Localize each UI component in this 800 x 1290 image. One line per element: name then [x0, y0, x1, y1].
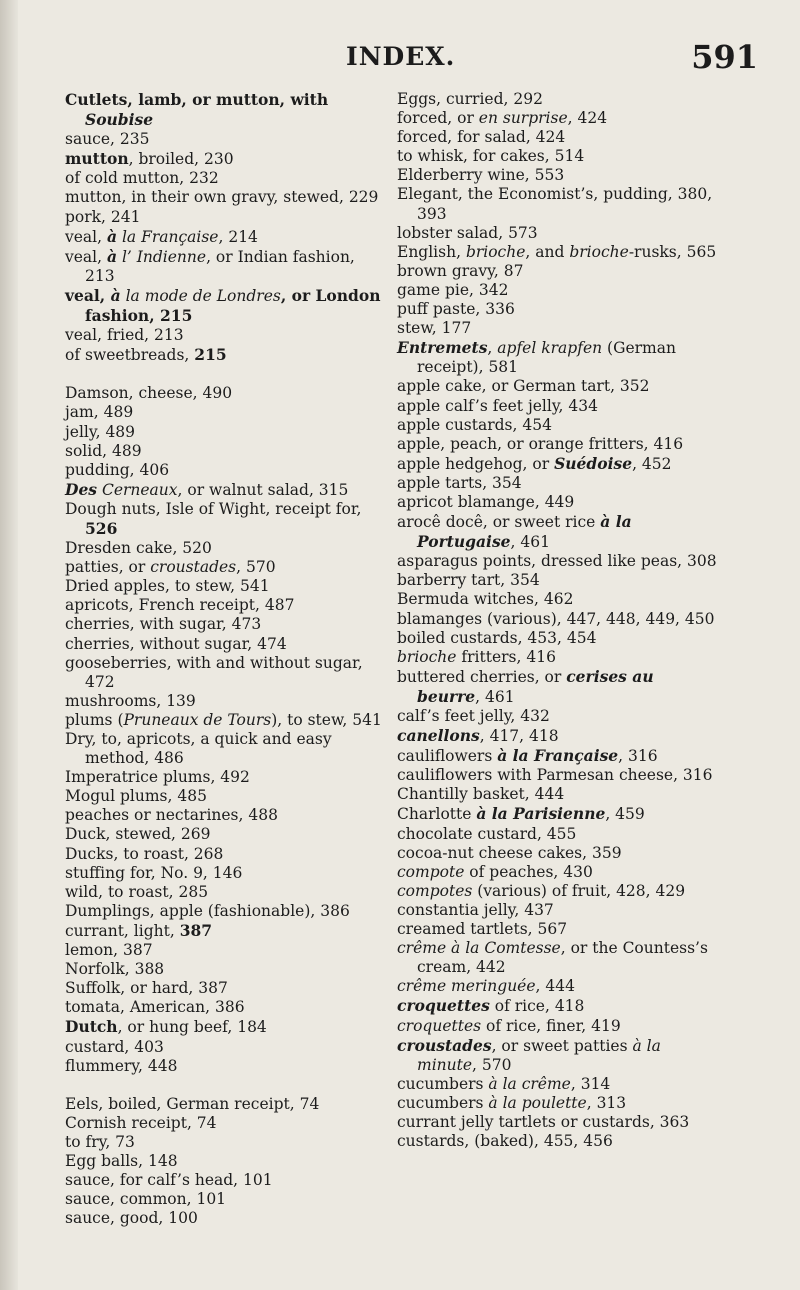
index-entry — [65, 1152, 383, 1171]
index-entry-text: 387 — [179, 920, 213, 940]
index-entry — [65, 825, 383, 844]
index-entry-text: , or walnut salad, 315 — [177, 480, 349, 499]
index-entry — [65, 711, 383, 730]
index-entry-text: , or Indian fashion, 213 — [85, 247, 355, 285]
index-entry — [397, 512, 722, 552]
index-entry-text: Dry, to, apricots, a quick and easy method, 486 — [65, 730, 332, 768]
index-entry-text: arocê docê, or sweet rice — [397, 513, 601, 532]
index-entry-text: Egg balls, 148 — [65, 1151, 178, 1170]
index-entry-text: puff paste, 336 — [397, 300, 515, 319]
index-entry — [397, 319, 722, 338]
index-entry-text: to fry, 73 — [65, 1132, 135, 1151]
index-entry — [397, 996, 722, 1016]
index-entry — [65, 1171, 383, 1190]
index-entry — [65, 941, 383, 960]
index-entry-text: à — [110, 285, 121, 305]
index-entry-text: brioche — [465, 242, 526, 261]
index-entry — [397, 1094, 722, 1113]
index-entry-text: veal, — [65, 247, 107, 266]
index-entry-text: apple cake, or German tart, 352 — [397, 377, 650, 396]
index-entry-text: , 316 — [618, 747, 658, 766]
index-entry-text: stuffing for, No. 9, 146 — [65, 863, 243, 882]
index-entry — [397, 243, 722, 262]
index-entry-text: , — [487, 339, 498, 358]
index-entry-text: Pruneaux de Tours — [123, 710, 272, 729]
index-entry-text: crême meringuée — [397, 977, 536, 996]
index-entry-text: wild, to roast, 285 — [65, 882, 209, 901]
index-entry-text: brioche — [397, 647, 457, 666]
index-entry-text: Dough nuts, Isle of Wight, receipt for, — [65, 499, 362, 518]
index-entry-text: cherries, with sugar, 473 — [65, 615, 262, 634]
index-entry-text: boiled custards, 453, 454 — [397, 628, 597, 647]
index-entry — [397, 882, 722, 901]
index-entry — [397, 416, 722, 435]
index-entry — [65, 730, 383, 768]
index-entry-text: la mode de Londres — [120, 286, 281, 305]
index-entry-text: canellons — [397, 726, 480, 746]
index-entry-text: l’ Indienne — [117, 247, 207, 266]
index-entry-text: cucumbers — [397, 1093, 489, 1112]
index-entry — [397, 804, 722, 824]
index-entry — [65, 692, 383, 711]
index-entry-text: à la crême — [488, 1074, 571, 1093]
index-entry-text: Duck, stewed, 269 — [65, 825, 211, 844]
index-entry-text: , or hung beef, 184 — [117, 1018, 267, 1037]
index-entry — [397, 785, 722, 804]
index-entry-text: Charlotte — [397, 805, 477, 824]
index-entry-text: blamanges (various), 447, 448, 449, 450 — [397, 609, 715, 628]
index-entry — [397, 610, 722, 629]
index-entry-text: jam, 489 — [65, 403, 134, 422]
index-entry-text: mutton — [65, 149, 129, 169]
index-entry-text: veal, — [65, 227, 107, 246]
index-entry-text: sauce, 235 — [65, 130, 150, 149]
index-entry — [65, 1038, 383, 1057]
index-entry-text: , 452 — [632, 454, 672, 473]
index-entry — [65, 845, 383, 864]
index-entry-text: of cold mutton, 232 — [65, 169, 219, 188]
index-entry-text: cerises au beurre — [417, 666, 654, 706]
index-entry — [65, 558, 383, 577]
index-entry — [397, 1113, 722, 1132]
index-entry-text: croquettes — [397, 1016, 482, 1035]
index-entry-text: croustades — [150, 558, 237, 577]
index-entry — [65, 188, 383, 207]
index-entry-text: forced, for salad, 424 — [397, 128, 566, 147]
index-entry-text: ), to stew, 541 — [271, 710, 382, 729]
index-entry-text: , 444 — [535, 977, 575, 996]
index-entry — [65, 921, 383, 941]
index-entry-text: , 570 — [236, 558, 276, 577]
index-entry-text: Entremets — [397, 338, 488, 358]
index-entry-text: apricots, French receipt, 487 — [65, 596, 295, 615]
index-column-right — [397, 90, 722, 1151]
index-entry-text: à la minute — [417, 1036, 661, 1074]
index-entry — [397, 1036, 722, 1075]
index-entry-text: cucumbers — [397, 1074, 489, 1093]
index-entry-text: forced, or — [397, 109, 479, 128]
index-entry-text: Damson, cheese, 490 — [65, 384, 233, 403]
index-entry — [397, 493, 722, 512]
index-entry — [397, 90, 722, 109]
index-entry-text: , 461 — [510, 533, 550, 552]
index-entry — [65, 286, 383, 326]
index-entry-text: Des — [65, 479, 98, 499]
index-entry-text: -rusks, 565 — [628, 242, 717, 261]
index-entry — [65, 1209, 383, 1228]
index-entry-text: , 424 — [567, 109, 608, 128]
index-entry — [397, 571, 722, 590]
index-entry-text: patties, or — [65, 558, 151, 577]
index-entry — [397, 454, 722, 474]
index-entry — [397, 262, 722, 281]
index-entry — [397, 109, 722, 128]
index-entry-text: of rice, finer, 419 — [481, 1016, 621, 1035]
index-entry — [65, 1095, 383, 1114]
index-entry — [65, 480, 383, 500]
index-entry-text: mushrooms, 139 — [65, 691, 196, 710]
index-entry-text: constantia jelly, 437 — [397, 900, 554, 919]
index-entry-text: cauliflowers with Parmesan cheese, 316 — [397, 766, 713, 785]
index-entry-text: plums ( — [65, 710, 124, 729]
index-entry-text: à la Portugaise — [417, 512, 632, 552]
index-entry-text: , 417, 418 — [479, 727, 559, 746]
index-entry — [65, 208, 383, 227]
index-entry-text: Dried apples, to stew, 541 — [65, 577, 270, 596]
index-entry — [397, 377, 722, 396]
index-entry-text: sauce, common, 101 — [65, 1190, 227, 1209]
index-entry — [65, 902, 383, 921]
index-entry-text: croquettes — [397, 996, 490, 1016]
index-entry-text: Cerneaux — [97, 480, 178, 499]
index-entry-text: sauce, good, 100 — [65, 1209, 198, 1228]
index-entry-text: , or the Countess’s cream, 442 — [417, 939, 708, 977]
index-entry-text: Elegant, the Economist’s, pudding, 380, 393 — [397, 185, 713, 223]
index-entry-text: barberry tart, 354 — [397, 571, 540, 590]
index-entry-text: veal, fried, 213 — [65, 326, 184, 345]
index-entry-text: calf’s feet jelly, 432 — [397, 707, 550, 725]
index-entry-text: custards, (baked), 455, 456 — [397, 1132, 613, 1151]
index-entry-text: of peaches, 430 — [464, 862, 593, 881]
index-entry — [65, 130, 383, 149]
index-entry-text: stew, 177 — [397, 319, 472, 338]
page-edge-shadow — [0, 0, 18, 1290]
index-entry — [397, 844, 722, 863]
index-entry-text: , 314 — [570, 1074, 611, 1093]
index-entry-text: brioche — [569, 242, 629, 261]
index-entry-text: mutton, in their own gravy, stewed, 229 — [65, 188, 379, 207]
index-entry-text: crême à la Comtesse — [397, 939, 561, 958]
index-entry-text: la Française — [117, 227, 219, 246]
index-entry-text: , and — [525, 242, 570, 261]
index-entry — [65, 768, 383, 787]
index-entry — [65, 326, 383, 345]
index-entry — [65, 615, 383, 634]
index-entry — [65, 403, 383, 422]
index-entry — [397, 435, 722, 454]
index-entry-text: peaches or nectarines, 488 — [65, 806, 278, 825]
index-entry-text: lobster salad, 573 — [397, 223, 538, 242]
index-entry — [397, 281, 722, 300]
index-entry — [397, 939, 722, 977]
index-entry — [65, 1133, 383, 1152]
index-entry-text: à — [106, 226, 118, 246]
index-entry — [397, 707, 722, 726]
index-entry — [397, 224, 722, 243]
index-entry-text: currant, light, — [65, 921, 180, 940]
index-entry-text: apfel krapfen — [497, 339, 603, 358]
index-entry-text: (various) of fruit, 428, 429 — [472, 881, 686, 900]
index-entry-text: Suffolk, or hard, 387 — [65, 979, 228, 998]
index-entry — [65, 442, 383, 461]
index-entry-text: of sweetbreads, — [65, 346, 195, 365]
index-entry-text: English, — [397, 242, 466, 261]
index-entry — [65, 635, 383, 654]
index-entry-text: Dumplings, apple (fashionable), 386 — [65, 901, 350, 920]
index-entry-text: apple tarts, 354 — [397, 473, 522, 492]
index-entry-text: currant jelly tartlets or custards, 363 — [397, 1112, 690, 1131]
index-entry-text: (German receipt), 581 — [417, 339, 676, 377]
index-entry-text: à la poulette — [488, 1093, 587, 1112]
index-entry — [65, 539, 383, 558]
index-entry-text: fritters, 416 — [456, 647, 556, 666]
index-entry-text: 526 — [85, 518, 118, 538]
index-entry-text: solid, 489 — [65, 441, 142, 460]
index-entry — [397, 766, 722, 785]
index-entry-text: à la Parisienne — [476, 804, 606, 824]
index-entry-text: Mogul plums, 485 — [65, 787, 207, 806]
index-entry-text: Dutch — [65, 1017, 118, 1037]
index-entry — [397, 166, 722, 185]
index-entry — [397, 629, 722, 648]
index-entry — [397, 977, 722, 996]
index-entry — [65, 654, 383, 692]
index-entry-text: Cornish receipt, 74 — [65, 1113, 217, 1132]
index-entry-text: game pie, 342 — [397, 280, 509, 299]
page-title: INDEX. — [346, 42, 456, 71]
index-entry-text: cherries, without sugar, 474 — [65, 634, 287, 653]
index-entry-text: , or London fashion, 215 — [85, 285, 381, 326]
index-entry — [65, 960, 383, 979]
index-entry-text: Ducks, to roast, 268 — [65, 844, 224, 863]
index-entry — [397, 397, 722, 416]
index-entry-text: à — [106, 246, 118, 266]
index-entry — [65, 500, 383, 539]
index-entry-text: compote — [397, 862, 465, 881]
index-entry-text: , broiled, 230 — [128, 150, 234, 169]
index-entry-text: jelly, 489 — [65, 422, 136, 441]
index-entry — [397, 338, 722, 377]
index-entry — [397, 667, 722, 707]
index-entry — [65, 787, 383, 806]
index-entry — [397, 746, 722, 766]
index-entry — [65, 883, 383, 902]
index-entry-text: apple, peach, or orange fritters, 416 — [397, 434, 684, 453]
index-entry — [65, 596, 383, 615]
index-entry — [397, 1075, 722, 1094]
index-entry — [65, 461, 383, 480]
index-entry-text: Eels, boiled, German receipt, 74 — [65, 1094, 320, 1113]
index-entry-text: 215 — [194, 345, 227, 365]
index-entry — [65, 345, 383, 365]
index-entry — [65, 1114, 383, 1133]
index-entry — [65, 247, 383, 286]
index-entry — [65, 149, 383, 169]
index-entry — [397, 147, 722, 166]
index-entry-text: , or sweet patties — [491, 1036, 633, 1055]
index-entry-text: cocoa-nut cheese cakes, 359 — [397, 843, 622, 862]
index-entry-text: Chantilly basket, 444 — [397, 785, 565, 804]
index-entry — [397, 1132, 722, 1151]
index-entry — [65, 864, 383, 883]
index-entry-text: , 570 — [472, 1055, 512, 1074]
index-entry-text: Bermuda witches, 462 — [397, 590, 574, 609]
index-entry — [397, 863, 722, 882]
index-column-left — [65, 90, 383, 1228]
index-entry-text: veal, — [65, 285, 111, 305]
index-entry-text: lemon, 387 — [65, 941, 153, 960]
index-entry-text: Imperatrice plums, 492 — [65, 768, 250, 787]
index-entry-text: apple custards, 454 — [397, 415, 552, 434]
index-entry — [397, 726, 722, 746]
index-entry — [397, 920, 722, 939]
index-entry-text: to whisk, for cakes, 514 — [397, 147, 585, 166]
index-entry-text: apple calf’s feet jelly, 434 — [397, 396, 598, 415]
index-entry-text: , 461 — [475, 687, 515, 706]
index-entry-text: pork, 241 — [65, 207, 141, 226]
index-entry-text: apple hedgehog, or — [397, 454, 555, 473]
index-entry-text: , 214 — [218, 227, 258, 246]
index-entry-text: Suédoise — [554, 453, 633, 473]
index-entry — [397, 474, 722, 493]
index-entry-text: tomata, American, 386 — [65, 998, 245, 1017]
index-entry — [397, 825, 722, 844]
index-entry-text: creamed tartlets, 567 — [397, 920, 568, 939]
index-entry — [65, 384, 383, 403]
index-entry — [65, 227, 383, 247]
index-entry-text: brown gravy, 87 — [397, 261, 524, 280]
index-entry — [397, 901, 722, 920]
index-entry — [397, 552, 722, 571]
index-entry — [65, 1017, 383, 1037]
index-entry-text: , 459 — [605, 805, 645, 824]
index-entry-text: apricot blamange, 449 — [397, 492, 575, 511]
index-entry — [65, 423, 383, 442]
index-entry-text: gooseberries, with and without sugar, 472 — [65, 653, 363, 691]
index-entry-text: of rice, 418 — [489, 997, 585, 1016]
index-entry — [65, 1057, 383, 1076]
index-entry-text: buttered cherries, or — [397, 667, 567, 686]
index-entry-text: Cutlets, lamb, or mutton, with — [65, 90, 329, 109]
index-entry-text: pudding, 406 — [65, 460, 170, 479]
index-entry — [397, 185, 722, 223]
index-entry-text: Elderberry wine, 553 — [397, 166, 565, 185]
index-entry — [65, 90, 383, 130]
index-entry-text: cauliflowers — [397, 747, 498, 766]
index-entry-text: flummery, 448 — [65, 1056, 178, 1075]
index-entry-text: chocolate custard, 455 — [397, 824, 577, 843]
index-entry-text: croustades — [397, 1035, 492, 1055]
index-entry — [397, 300, 722, 319]
index-entry-text: compotes — [397, 881, 473, 900]
page-header — [60, 40, 760, 80]
index-entry — [397, 1017, 722, 1036]
index-entry — [397, 648, 722, 667]
index-entry-text: à la Française — [497, 746, 619, 766]
index-entry — [65, 577, 383, 596]
index-entry-text: custard, 403 — [65, 1037, 164, 1056]
index-entry-text: asparagus points, dressed like peas, 308 — [397, 552, 717, 571]
index-entry — [65, 998, 383, 1017]
index-entry — [397, 128, 722, 147]
index-entry — [65, 169, 383, 188]
index-entry — [65, 1190, 383, 1209]
index-entry-text: en surprise — [478, 109, 568, 128]
index-entry — [65, 979, 383, 998]
index-entry — [397, 590, 722, 609]
index-entry-text: Soubise — [85, 110, 154, 130]
index-entry-text: Dresden cake, 520 — [65, 539, 212, 558]
index-entry-text: Norfolk, 388 — [65, 960, 165, 979]
index-entry-text: , 313 — [586, 1093, 627, 1112]
index-entry-text: sauce, for calf’s head, 101 — [65, 1171, 273, 1190]
page-number: 591 — [691, 38, 758, 76]
index-entry-text: Eggs, curried, 292 — [397, 90, 543, 108]
index-entry — [65, 806, 383, 825]
